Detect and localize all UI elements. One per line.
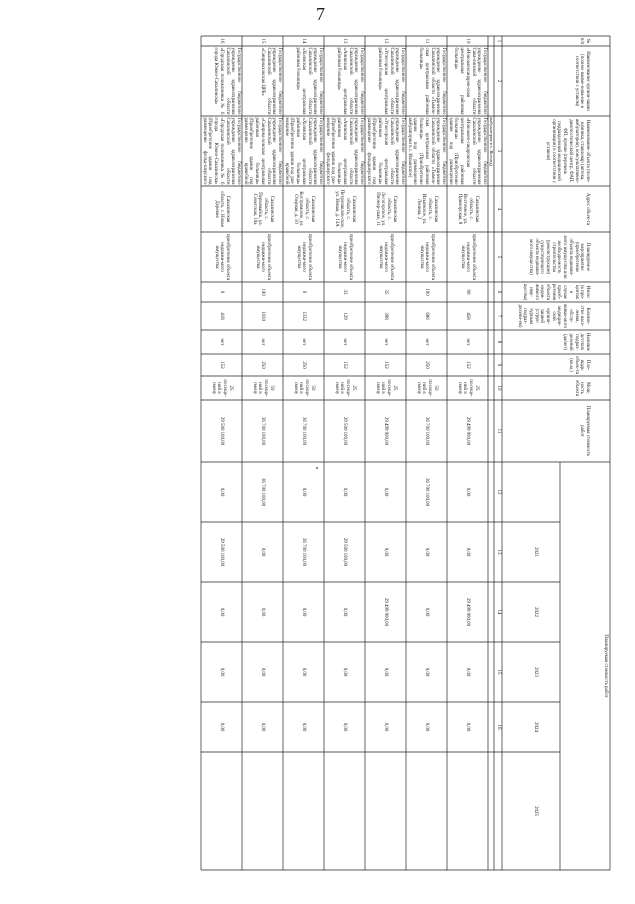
row-11-wear: 100 [424,288,430,296]
header-kids: Наличие детских подраз-делений (да/нет) [562,332,590,352]
row-14-y2021: 0,00 [301,487,307,497]
continuation-text: амбулатория в с. Восход) [489,117,494,166]
row-12-wear: 35 [383,289,389,295]
column-number: 1 [496,39,501,43]
row-11-org: Государственное бюджетное учреждение здравоохранения Сахалинской области «Тымов-ская центральная районная больница» [418,47,446,115]
row-15-wear: 100 [260,288,266,296]
row-10-address: Сахалинская область, с. Восточное, ул. Приморская, 8 [456,193,479,225]
column-number: 10 [496,385,501,391]
row-10-y2025: 0,00 [465,722,471,732]
row-11-num: 11 [424,38,430,44]
row-14-num: 14 [301,38,307,44]
row-11-y2021: 36 700 100,00 [424,477,430,507]
row-13-y2023: 0,00 [342,607,348,617]
row-10-event: приобретение объекта недвижи-мого имущества [459,233,477,281]
row-16-cost: 29 500 100,00 [219,416,225,446]
row-13-event: приобретение объекта недвижи-мого имущества [336,233,354,281]
row-15-area: 250 [260,361,266,369]
row-16-capacity: 25 посеще-ний в смену [210,379,233,397]
row-10-wear: 90 [465,289,471,295]
column-number: 6 [496,290,501,294]
row-12-org: Государственное бюджетное учреждение здравоохранения Сахалинской области «Углегорская центральная районная больница» [377,47,405,115]
header-object: Наименование объекта (поли-клиника, стационар (аптека, амбулатория), консультативно-диагностический центр, ФАП, ФП, прочие (перечень подразделений медицинской организации) в соответствии с уставом) [545,118,590,184]
row-16-kids: нет [219,338,225,346]
row-13-address: Сахалинская область, с. Петропавлов-ское, ул. Новая, д. 13А [333,189,356,229]
column-number: 5 [496,255,501,259]
row-16-event: приобретение объекта недвижи-мого имущества [213,233,231,281]
row-12-num: 12 [383,38,389,44]
row-14-wear: 0 [301,290,307,294]
row-15-cost: 36 700 100,00 [260,416,266,446]
row-15-y2025: 0,00 [260,722,266,732]
row-10-y2021: 0,00 [465,487,471,497]
row-16-y2021: 0,00 [219,487,225,497]
row-10-area: 152 [465,361,471,369]
header-year-2022: 2022 [533,607,538,617]
row-13-capacity: 25 посеще-ний в смену [333,379,356,397]
row-13-y2021: 0,00 [342,487,348,497]
row-16-y2023: 0,00 [219,607,225,617]
row-11-area: 250 [424,361,430,369]
row-13-people: 129 [342,312,348,320]
row-13-org: Государственное бюджетное учреждение здравоохранения Сахалинской области «Анивская центральная районная больница» [336,47,364,115]
column-number: 12 [496,489,501,495]
row-13-object: Государственное бюджетное учреждение здравоохранения Сахалинской области «Анивская центральная районная больница» (Приобретение здания под раз-мещение фельдшерского [324,117,364,185]
column-number: 8 [496,340,501,344]
row-13-area: 152 [342,361,348,369]
column-number: 4 [496,207,501,211]
header-event: Планируемое мероприятие (приобретение объекта недвижи-мого имущества или необходи-мость строительства (реконструкции) существующего объекта недвижи-мого имущества) [527,235,590,279]
row-10-y2022: 0,00 [465,547,471,557]
header-cost: Планируемая стоимость работ [579,405,590,457]
column-number: 9 [496,363,501,367]
row-16-y2025: 0,00 [219,722,225,732]
row-15-y2024: 0,00 [260,667,266,677]
row-10-capacity: 25 посеще-ний в смену [456,379,479,397]
row-14-object: Государственное бюджетное учреждение здравоохранения Сахалинской области «Холмская центральная районная больница» (Приобретение здания под раз-мещение врачебной [283,117,323,185]
row-15-kids: нет [260,338,266,346]
row-13-num: 13 [342,38,348,44]
investment-table [199,34,612,872]
header-address: Адрес объек-та [585,192,590,226]
row-12-y2021: 0,00 [383,487,389,497]
row-12-people: 398 [383,312,389,320]
column-number: 13 [496,549,501,555]
row-16-area: 152 [219,361,225,369]
row-11-y2022: 0,00 [424,547,430,557]
header-people: Количе-ство насе-ления, обслу-живае-мого медицин-ской органи-зацией (струк-турным подраз-делени-ем) [516,303,590,329]
page-number: 7 [316,4,325,24]
row-15-address: Сахалинская область, с. Первомайск, ул. Советская, 10а [251,192,274,226]
column-number: 16 [496,724,501,730]
row-13-kids: нет [342,338,348,346]
row-14-event: приобретение объекта недвижи-мого имущества [295,233,313,281]
row-15-capacity: 50 посеще-ний в смену [251,379,274,397]
row-11-kids: нет [424,338,430,346]
row-15-object: Государственное бюджетное учреждение здравоохранения Сахалинской области «Смирны-ховская центральная районная больница» (Приобретение здания под размещение врачебной [242,117,282,185]
row-10-y2024: 0,00 [465,667,471,677]
row-10-y2023: 29 499 900,00 [465,597,471,627]
row-10-people: 458 [465,312,471,320]
header-year-2025: 2025 [533,806,538,816]
row-12-y2024: 0,00 [383,667,389,677]
row-12-y2022: 0,00 [383,547,389,557]
row-15-org: Государственное бюджетное учреждение здравоохранения Сахалинской области «Смирныховская ЦРБ» [259,47,282,115]
row-12-area: 152 [383,361,389,369]
row-12-y2023: 29 499 900,00 [383,597,389,627]
rotated-table-area [199,34,612,872]
header-num: № п/п [579,37,590,45]
row-14-cost: 36 700 100,00 [301,416,307,446]
row-14-capacity: 50 посеще-ний в смену [292,379,315,397]
row-16-wear: 0 [219,290,225,294]
row-16-people: 418 [219,312,225,320]
row-10-cost: 29 499 900,00 [465,416,471,446]
header-org: Наименование органи-зации (полное наиме-нова-ние в соответствии с уставом) [573,51,590,111]
row-12-object: Государственное бюджетное учреждение здравоохранения Сахалинской области «Углегорская центральная районная больница» (Приобретение здания под размещение фельдшерского [365,117,405,185]
row-12-address: Сахалинская область, с. Лесогорское, ул. Пионер-ская, 11 [374,191,397,227]
row-10-object: Государственное бюджетное учреждение здравоохранения Сахалинской области «Новоалек-сандровская центральная районная больница» (Приобретение здания под размещение [447,117,487,185]
header-area: Пло-щадь объек-та (кв.м.) [567,356,590,374]
row-13-wear: 33 [342,289,348,295]
row-10-org: Государственное бюджетное учреждение здравоохранения Сака-линской области «Новоалександров-ская центральная районная больница» [453,47,487,115]
row-15-event: приобретение объекта недвижи-мого имущества [254,233,272,281]
header-year-2023: 2023 [533,667,538,677]
row-15-y2021: 36 700 100,00 [260,477,266,507]
row-14-y2023: 0,00 [301,607,307,617]
row-15-people: 1030 [260,311,266,321]
row-16-num: 16 [219,38,225,44]
header-year-2024: 2024 [533,722,538,732]
header-capacity: Мощ-ность объекта [573,379,590,397]
row-10-kids: нет [465,338,471,346]
row-12-cost: 29 499 900,00 [383,416,389,446]
row-14-org: Государственное бюджетное учреждение здравоохранения Сахалинской области «Холмская центральная районная больница» [295,47,323,115]
row-11-cost: 36 700 100,00 [424,416,430,446]
row-12-event: приобретение объекта недвижи-мого имущества [377,233,395,281]
column-number: 14 [496,609,501,615]
row-14-address: Сахалинская область, с. Костромское, ул. Озерная, д. 10 [292,191,315,227]
column-number: 3 [496,149,501,153]
row-10-num: 10 [465,38,471,44]
row-15-y2022: 0,00 [260,547,266,557]
column-number: 2 [496,79,501,83]
row-14-people: 1332 [301,311,307,321]
row-16-org: Государственное бюджетное учреждение здравоохранения Сахалинской области «Городская поликлиника № 6 города Южно-Сахалинска» [213,47,241,115]
column-number: 15 [496,669,501,675]
row-14-y2024: 0,00 [301,667,307,677]
row-11-y2024: 0,00 [424,667,430,677]
column-number: 11 [496,428,501,434]
row-16-address: Сахалинская область, с. Новая Деревня [213,191,231,227]
row-13-y2024: 0,00 [342,667,348,677]
column-number: 7 [496,314,501,318]
row-12-capacity: 25 посеще-ний в смену [374,379,397,397]
row-14-y2025: 0,00 [301,722,307,732]
row-11-y2023: 0,00 [424,607,430,617]
row-12-kids: нет [383,338,389,346]
row-11-event: приобретение объекта недвижи-мого имущества [418,233,436,281]
row-11-capacity: 50 посеще-ний в смену [415,379,438,397]
row-11-y2025: 0,00 [424,722,430,732]
row-11-object: Государственное бюджетное учреждение здравоохранения Сахалинской области «Тымов-ская центральная районная больница» (Приобретение здания под размещение амбулатории в с. Ильинское) [406,117,446,185]
row-14-y2022: 36 700 100,00 [301,537,307,567]
row-13-y2022: 29 500 100,00 [342,537,348,567]
header-planned-cost: Планируемая стоимость работ [603,634,608,698]
row-16-y2022: 29 500 100,00 [219,537,225,567]
row-16-object: Государственное бюджетное учреждение здравоохранения Сахалинской области «Городская поликлиника № 6 города Южно-Сахалинска» (Приобретение здания под размещение фельд-шерского [201,117,241,185]
row-13-cost: 29 500 100,00 [342,416,348,446]
row-12-y2025: 0,00 [383,722,389,732]
row-11-address: Сахалинская область, с. Ильинское, ул. Ленина, 2 [415,193,438,225]
row-11-people: 686 [424,312,430,320]
header-year-2021: 2021 [533,547,538,557]
row-13-y2025: 0,00 [342,722,348,732]
row-15-y2023: 0,00 [260,607,266,617]
row-14-area: 250 [301,361,307,369]
row-16-y2024: 0,00 [219,667,225,677]
row-14-kids: нет [301,338,307,346]
row-15-num: 15 [260,38,266,44]
header-wear: Износ (в про-центах в случае приоб-ретения объекта недви-жимого иму-щества) [522,283,590,301]
